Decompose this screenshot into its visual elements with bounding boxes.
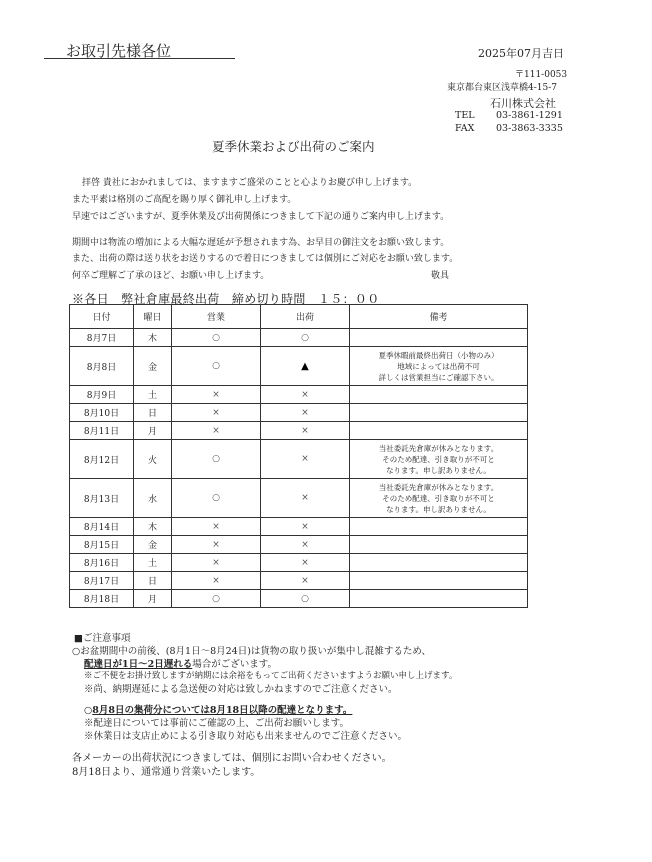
pickup-notice: 8月8日の集荷分については8月18日以降の配達となります。 [92,705,353,716]
remark-line: 当社委託先倉庫が休みとなります。 [378,482,499,492]
issue-date: 2025年07月吉日 [478,47,564,60]
header-remarks: 備考 [350,305,528,329]
cell-weekday: 日 [134,404,172,422]
cell-remarks [350,479,528,518]
footer-line-1: 各メーカーの出荷状況につきましては、個別にお問い合わせください。 [72,753,392,764]
cell-business: ○ [172,347,261,386]
cell-remarks [350,329,528,347]
cell-date: 8月17日 [70,572,134,590]
tel-label: TEL [455,110,475,121]
delay-warning-rest: 場合がございます。 [192,659,277,670]
footer-line-2: 8月18日より、通常通り営業いたします。 [72,767,261,778]
cell-shipping: × [261,518,350,536]
cell-date: 8月14日 [70,518,134,536]
remark-line: 当社委託先倉庫が休みとなります。 [378,443,499,453]
cell-remarks [350,590,528,608]
cell-weekday: 木 [134,329,172,347]
table-row [70,386,528,404]
cell-business: × [172,518,261,536]
remark-line: そのため配達、引き取りが不可と [382,493,495,503]
body-line-4: 期間中は物流の増加による大幅な遅延が予想されます為、お早目の御注文をお願い致します。 [72,238,450,248]
recipient-underline [44,58,235,59]
cell-shipping: ○ [261,329,350,347]
cell-date: 8月18日 [70,590,134,608]
header-weekday: 曜日 [134,305,172,329]
cell-shipping: × [261,404,350,422]
cell-date: 8月8日 [70,347,134,386]
table-row [70,518,528,536]
notes-heading: ■ご注意事項 [74,633,131,644]
cell-date: 8月10日 [70,404,134,422]
cell-shipping: ▲ [261,347,350,386]
cell-weekday: 木 [134,518,172,536]
note-item-2 [84,702,352,716]
cell-remarks [350,440,528,479]
body-line-3: 早速ではございますが、夏季休業及び出荷関係につきまして下記の通りご案内申し上げます。 [72,212,450,222]
cell-weekday: 土 [134,386,172,404]
table-row [70,572,528,590]
cell-weekday: 水 [134,479,172,518]
table-row [70,536,528,554]
company-address: 東京都台東区浅草橋4-15-7 [447,83,557,93]
remark-line: 詳しくは営業担当にご確認下さい。 [378,372,499,382]
table-row [70,479,528,518]
cell-shipping: × [261,572,350,590]
cell-business: × [172,422,261,440]
cell-date: 8月12日 [70,440,134,479]
closing-word: 敬具 [431,271,450,281]
note-item-1-sub-1: ※ご不便をお掛け致しますが納期には余裕をもってご出荷くださいますようお願い申し上げます。 [84,671,458,681]
cell-shipping: ○ [261,590,350,608]
note-item-2-sub-1: ※配達日については事前にご確認の上、ご出荷お願いします。 [84,718,350,729]
cell-shipping: × [261,422,350,440]
body-line-2: また平素は格別のご高配を賜り厚く御礼申し上げます。 [72,195,297,205]
cell-shipping: × [261,386,350,404]
cell-shipping: × [261,479,350,518]
shipping-deadline: ※各日 弊社倉庫最終出荷 締め切り時間 １５：００ [72,292,380,306]
cell-date: 8月16日 [70,554,134,572]
cell-weekday: 月 [134,422,172,440]
cell-shipping: × [261,440,350,479]
fax-label: FAX [455,123,475,134]
cell-weekday: 月 [134,590,172,608]
fax-number: 03-3863-3335 [496,123,563,134]
remark-line: そのため配達、引き取りが不可と [382,454,495,464]
cell-remarks [350,404,528,422]
cell-business: ○ [172,440,261,479]
cell-business: × [172,572,261,590]
body-line-5: また、出荷の際は送り状をお送りするので着日につきましては個別にご対応をお願い致します。 [72,254,459,264]
cell-date: 8月13日 [70,479,134,518]
note-item-2-sub-2: ※休業日は支店止めによる引き取り対応も出来ませんのでご注意ください。 [84,731,408,742]
table-header-row [70,305,528,329]
cell-remarks [350,347,528,386]
remark-line: 地域によっては出荷不可 [397,361,480,371]
cell-business: × [172,536,261,554]
cell-date: 8月15日 [70,536,134,554]
cell-date: 8月7日 [70,329,134,347]
tel-number: 03-3861-1291 [496,110,563,121]
note-item-1-sub-2: ※尚、納期遅延による急送便の対応は致しかねますのでご注意ください。 [84,684,398,695]
cell-remarks [350,518,528,536]
note-item-2-prefix: ○ [84,705,93,716]
table-row [70,329,528,347]
note-item-1-cont [84,656,277,670]
cell-business: ○ [172,590,261,608]
header-business: 営業 [172,305,261,329]
body-line-6: 何卒ご理解ご了承のほど、お願い申し上げます。 [72,271,270,281]
cell-remarks [350,536,528,554]
cell-date: 8月9日 [70,386,134,404]
cell-weekday: 土 [134,554,172,572]
body-line-1: 拝啓 貴社におかれましては、ますますご盛栄のことと心よりお慶び申し上げます。 [82,178,418,188]
cell-shipping: × [261,536,350,554]
cell-business: × [172,386,261,404]
cell-weekday: 日 [134,572,172,590]
cell-remarks [350,386,528,404]
cell-weekday: 金 [134,347,172,386]
table-row [70,347,528,386]
company-name: 石川株式会社 [490,97,556,110]
cell-remarks [350,572,528,590]
delay-warning: 配達日が1日～2日遅れる [84,659,193,670]
header-date: 日付 [70,305,134,329]
cell-business: ○ [172,479,261,518]
cell-business: × [172,554,261,572]
cell-weekday: 金 [134,536,172,554]
cell-remarks [350,422,528,440]
remark-line: なります。申し訳ありません。 [386,504,491,514]
cell-business: ○ [172,329,261,347]
table-row [70,404,528,422]
cell-remarks [350,554,528,572]
table-row [70,422,528,440]
recipient-heading: お取引先様各位 [66,42,172,60]
table-row [70,440,528,479]
remark-line: 夏季休暇前最終出荷日（小物のみ） [378,350,499,360]
cell-date: 8月11日 [70,422,134,440]
document-title: 夏季休業および出荷のご案内 [212,139,375,154]
cell-business: × [172,404,261,422]
header-shipping: 出荷 [261,305,350,329]
table-row [70,554,528,572]
cell-shipping: × [261,554,350,572]
note-item-1: ○お盆期間中の前後、(8月1日～8月24日)は貨物の取り扱いが集中し混雑するため、 [72,646,432,657]
cell-weekday: 火 [134,440,172,479]
postal-code: 〒111-0053 [515,70,568,80]
schedule-table [69,304,528,608]
table-row [70,590,528,608]
remark-line: なります。申し訳ありません。 [386,465,491,475]
